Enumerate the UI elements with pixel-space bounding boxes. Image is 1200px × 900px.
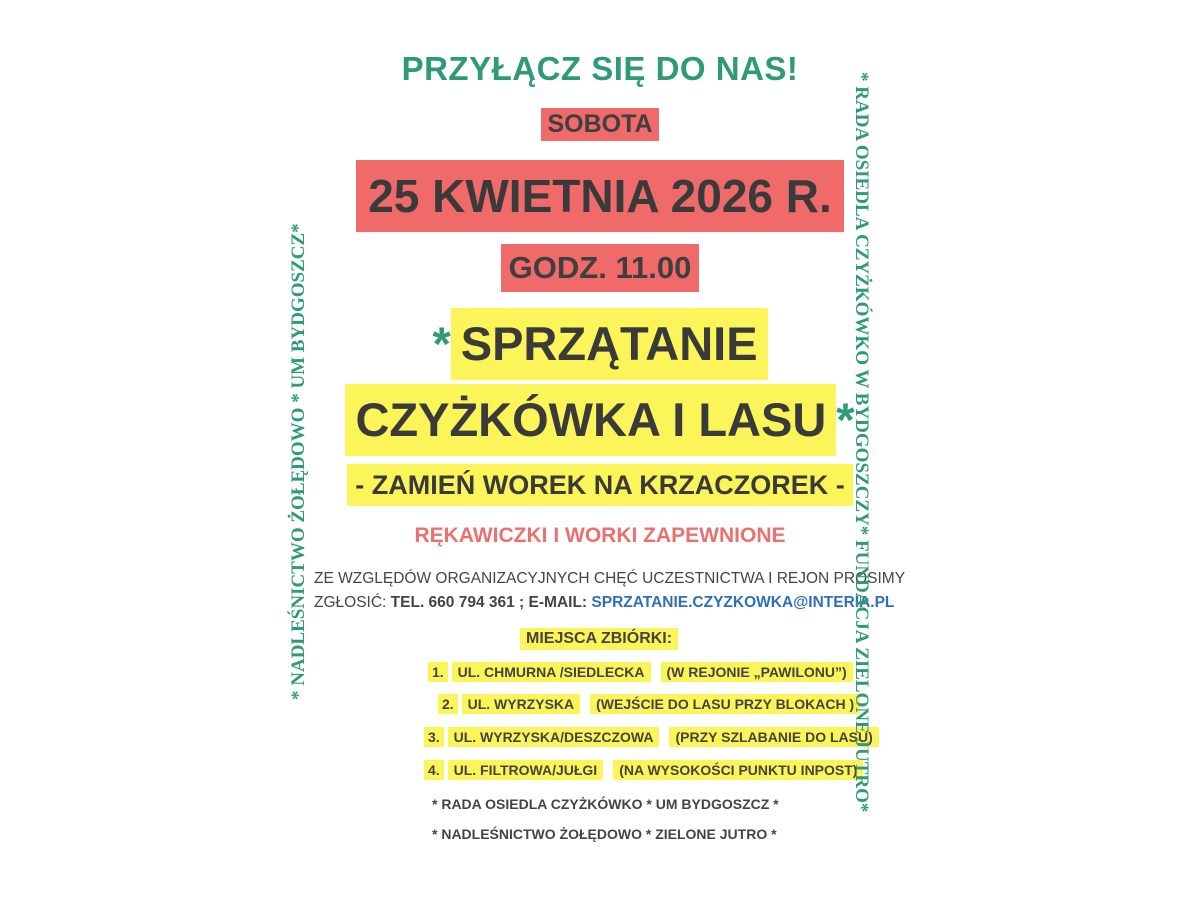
vertical-text-right: * RADA OSIEDLA CZYŻKÓWKO W BYDGOSZCZY* FUNDACJA ZIELONE JUTRO* (851, 72, 872, 813)
date-block (0, 160, 1200, 232)
day-label: SOBOTA (541, 108, 658, 141)
place-street: UL. WYRZYSKA (462, 694, 581, 714)
places-title: MIEJSCA ZBIÓRKI: (520, 628, 678, 650)
title-line-2 (0, 384, 1200, 456)
place-number: 1. (428, 662, 448, 682)
headline: PRZYŁĄCZ SIĘ DO NAS! (401, 50, 799, 87)
place-note: (W REJONIE „PAWILONU”) (661, 662, 853, 682)
event-time: GODZ. 11.00 (501, 244, 700, 292)
place-note: (NA WYSOKOŚCI PUNKTU INPOST) (613, 760, 863, 780)
phone-number: TEL. 660 794 361 ; E-MAIL: (390, 594, 588, 611)
list-item (428, 664, 853, 680)
info-line-2 (314, 594, 894, 612)
slogan-block (0, 464, 1200, 506)
place-number: 3. (424, 727, 444, 747)
vertical-text-left: * NADLEŚNICTWO ŻOŁĘDOWO * UM BYDGOSZCZ* (288, 223, 309, 700)
event-date: 25 KWIETNIA 2026 R. (356, 160, 844, 232)
partners-line-1: * RADA OSIEDLA CZYŻKÓWKO * UM BYDGOSZCZ * (432, 796, 779, 812)
info-line-1: ZE WZGLĘDÓW ORGANIZACYJNYCH CHĘĆ UCZESTNICTWA I REJON PROSIMY (314, 570, 906, 587)
title-text-1: SPRZĄTANIE (451, 308, 768, 380)
day-block (0, 108, 1200, 141)
title-star-right: * (836, 393, 855, 446)
place-note: (PRZY SZLABANIE DO LASU) (669, 727, 878, 747)
place-street: UL. CHMURNA /SIEDLECKA (452, 662, 651, 682)
slogan: - ZAMIEŃ WOREK NA KRZACZOREK - (347, 464, 852, 506)
info-prefix: ZGŁOSIĆ: (314, 594, 387, 611)
email-address: SPRZATANIE.CZYZKOWKA@INTERIA.PL (591, 594, 895, 611)
list-item (424, 729, 879, 745)
title-line-1 (0, 308, 1200, 380)
time-block (0, 244, 1200, 292)
place-number: 4. (424, 760, 444, 780)
list-item (424, 762, 863, 778)
place-note: (WEJŚCIE DO LASU PRZY BLOKACH ) (590, 694, 860, 714)
list-item (438, 696, 860, 712)
title-text-2: CZYŻKÓWKA I LASU (345, 384, 836, 456)
place-number: 2. (438, 694, 458, 714)
place-street: UL. WYRZYSKA/DESZCZOWA (448, 727, 660, 747)
partners-line-2: * NADLEŚNICTWO ŻOŁĘDOWO * ZIELONE JUTRO * (432, 826, 777, 842)
title-star-left: * (432, 317, 451, 370)
gloves-note: RĘKAWICZKI I WORKI ZAPEWNIONE (414, 524, 786, 547)
place-street: UL. FILTROWA/JUŁGI (448, 760, 604, 780)
